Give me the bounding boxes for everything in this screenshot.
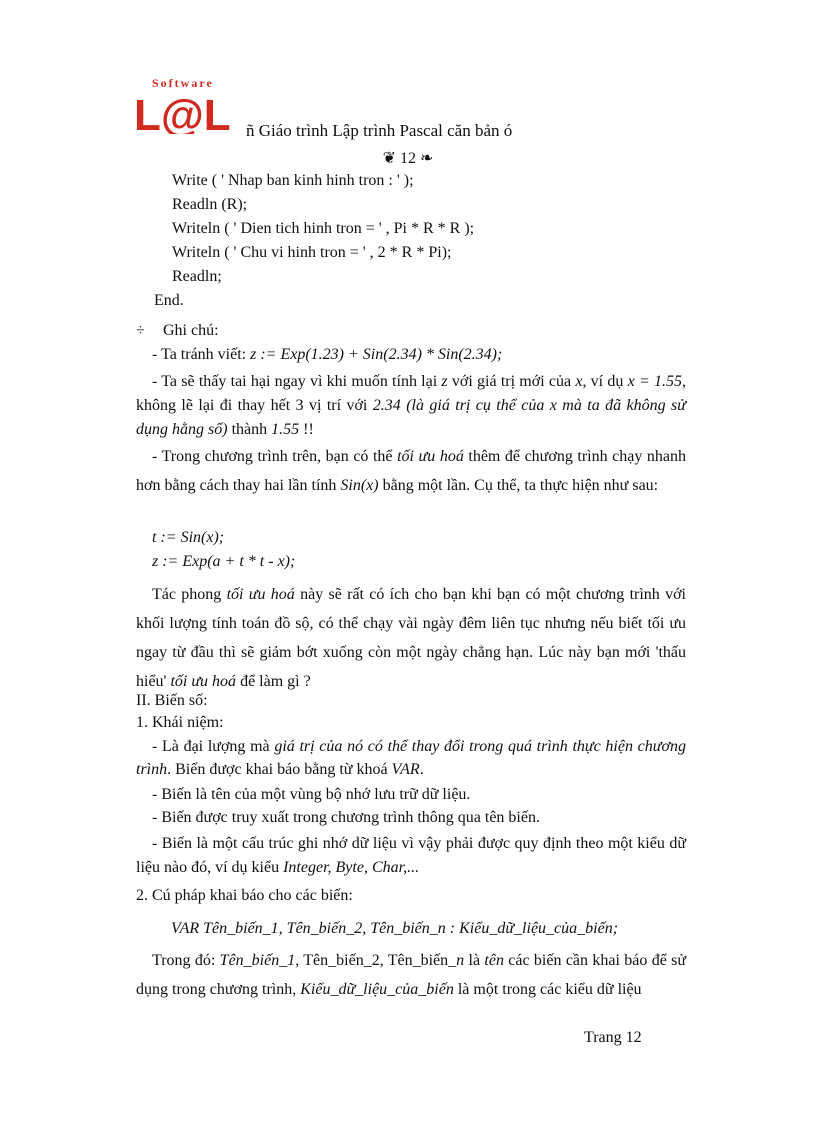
subsection-syntax: 2. Cú pháp khai báo cho các biến: (136, 887, 353, 904)
logo-graphic (132, 72, 244, 134)
paragraph-optimize: Tác phong tối ưu hoá này sẽ rất có ích cho bạn khi bạn có một chương trình với khối lượng tính toán đồ sộ, có thể chạy vài ngày đêm liên tục nhưng nếu biết tối ưu ngay từ đầu thì sẽ giảm bớt xuống còn một ngày chẳng hạn. Lúc này bạn mới 'thấu hiểu' tối ưu hoá để làm gì ? (136, 586, 686, 690)
section-heading: II. Biến số: (136, 692, 208, 709)
code-line: t := Sin(x); (152, 529, 225, 546)
page-number: Trang 12 (584, 1029, 642, 1046)
syntax-line: VAR Tên_biến_1, Tên_biến_2, Tên_biến_n : Kiểu_dữ_liệu_của_biến; (171, 920, 619, 937)
definition-paragraph: - Là đại lượng mà giá trị của nó có thể thay đổi trong quá trình thực hiện chương trình. Biến được khai báo bằng từ khoá VAR. (136, 738, 687, 778)
subsection-concept: 1. Khái niệm: (136, 714, 224, 731)
code-line: Write ( ' Nhap ban kinh hinh tron : ' ); (172, 172, 414, 189)
logo-word: Software (152, 76, 214, 90)
logo-mark: L@L (134, 91, 231, 134)
software-logo (132, 72, 244, 134)
note-paragraph-2: - Ta sẽ thấy tai hại ngay vì khi muốn tính lại z với giá trị mới của x, ví dụ x = 1.55, không lẽ lại đi thay hết 3 vị trí với 2.34 (là giá trị cụ thể của x mà ta đã không sử dụng hằng số) thành 1.55 !! (136, 373, 686, 438)
note-line-1: - Ta tránh viết: z := Exp(1.23) + Sin(2.34) * Sin(2.34); (152, 346, 503, 363)
note-paragraph-3: - Trong chương trình trên, bạn có thể tối ưu hoá thêm để chương trình chạy nhanh hơn bằng cách thay hai lần tính Sin(x) bằng một lần. Cụ thể, ta thực hiện như sau: (136, 448, 687, 494)
note-bullet: ÷ (136, 322, 145, 339)
definition-line: - Biến là tên của một vùng bộ nhớ lưu trữ dữ liệu. (152, 786, 471, 803)
code-line: End. (154, 292, 184, 309)
where-paragraph: Trong đó: Tên_biến_1, Tên_biến_2, Tên_biến_n là tên các biến cần khai báo để sử dụng trong chương trình, Kiểu_dữ_liệu_của_biến là một trong các kiểu dữ liệu (136, 952, 687, 998)
page-marker: ❦ 12 ❧ (382, 150, 434, 167)
code-line: Writeln ( ' Dien tich hinh tron = ' , Pi * R * R ); (172, 220, 475, 237)
definition-paragraph-type: - Biến là một cấu trúc ghi nhớ dữ liệu vì vậy phải được quy định theo một kiểu dữ liệu nào đó, ví dụ kiểu Integer, Byte, Char,... (136, 835, 686, 876)
definition-line: - Biến được truy xuất trong chương trình thông qua tên biến. (152, 809, 540, 826)
code-line: z := Exp(a + t * t - x); (152, 553, 296, 570)
code-line: Readln; (172, 268, 222, 285)
code-line: Writeln ( ' Chu vi hinh tron = ' , 2 * R * Pi); (172, 244, 452, 261)
code-line: Readln (R); (172, 196, 248, 213)
note-title: Ghi chú: (163, 322, 219, 339)
document-title: ñ Giáo trình Lập trình Pascal căn bản ó (246, 121, 513, 140)
